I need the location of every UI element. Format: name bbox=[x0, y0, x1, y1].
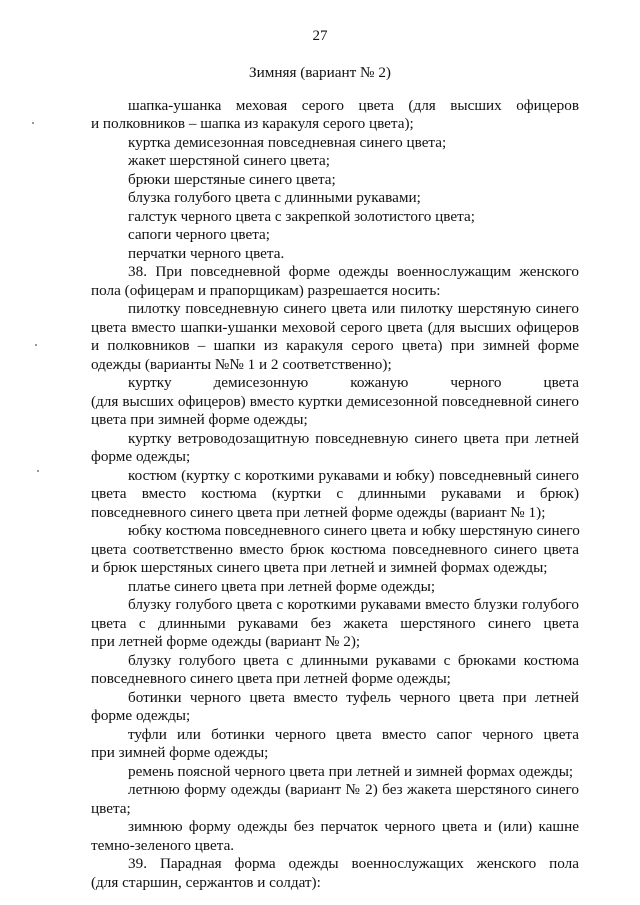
text-line: блузку голубого цвета с длинными рукавами с брюками костюма bbox=[128, 652, 579, 669]
text-line: зимнюю форму одежды без перчаток черного цвета и (или) кашне bbox=[128, 818, 579, 835]
text-line: повседневного синего цвета при летней форме одежды (вариант № 1); bbox=[91, 504, 546, 521]
text-line: цвета при зимней форме одежды; bbox=[91, 411, 308, 428]
text-line: одежды (варианты №№ 1 и 2 соответственно); bbox=[91, 356, 392, 373]
text-line: повседневного синего цвета при летней форме одежды; bbox=[91, 670, 451, 687]
text-line: туфли или ботинки черного цвета вместо сапог черного цвета bbox=[128, 726, 579, 743]
text-line: форме одежды; bbox=[91, 707, 191, 724]
text-line: перчатки черного цвета. bbox=[128, 245, 285, 262]
text-line: блузку голубого цвета с короткими рукавами вместо блузки голубого bbox=[128, 596, 579, 613]
text-line: жакет шерстяной синего цвета; bbox=[128, 152, 330, 169]
text-line: и брюк шерстяных синего цвета при летней и зимней формах одежды; bbox=[91, 559, 548, 576]
page-number: 27 bbox=[312, 28, 328, 44]
margin-speck bbox=[35, 344, 37, 346]
text-line: при летней форме одежды (вариант № 2); bbox=[91, 633, 361, 650]
text-line: темно-зеленого цвета. bbox=[91, 837, 235, 854]
text-line: цвета соответственно вместо брюк костюма повседневного синего цвета bbox=[91, 541, 579, 558]
text-line: костюм (куртку с короткими рукавами и юбку) повседневный синего bbox=[128, 467, 579, 484]
text-line: форме одежды; bbox=[91, 448, 191, 465]
text-line: (для высших офицеров) вместо куртки демисезонной повседневной синего bbox=[91, 393, 579, 410]
text-line: цвета; bbox=[91, 800, 131, 817]
text-line: летнюю форму одежды (вариант № 2) без жакета шерстяного синего bbox=[128, 781, 579, 798]
text-line: и полковников – шапка из каракуля серого цвета); bbox=[91, 115, 414, 132]
text-line: пола (офицерам и прапорщикам) разрешается носить: bbox=[91, 282, 441, 299]
text-line: цвета вместо костюма (куртки с длинными рукавами и брюк) bbox=[91, 485, 579, 502]
text-line: ботинки черного цвета вместо туфель черного цвета при летней bbox=[128, 689, 579, 706]
text-line: (для старшин, сержантов и солдат): bbox=[91, 874, 321, 891]
text-line: галстук черного цвета с закрепкой золотистого цвета; bbox=[128, 208, 475, 225]
text-line: шапка-ушанка меховая серого цвета (для высших офицеров bbox=[128, 97, 579, 114]
text-line: брюки шерстяные синего цвета; bbox=[128, 171, 336, 188]
margin-speck bbox=[37, 470, 39, 472]
text-line: куртку ветроводозащитную повседневную синего цвета при летней bbox=[128, 430, 579, 447]
text-line: сапоги черного цвета; bbox=[128, 226, 271, 243]
text-line: платье синего цвета при летней форме одежды; bbox=[128, 578, 436, 595]
text-line: при зимней форме одежды; bbox=[91, 744, 269, 761]
text-line: и полковников – шапки из каракуля серого цвета) при зимней форме bbox=[91, 337, 579, 354]
text-line: цвета вместо шапки-ушанки меховой серого цвета (для высших офицеров bbox=[91, 319, 579, 336]
text-line: пилотку повседневную синего цвета или пилотку шерстяную синего bbox=[128, 300, 579, 317]
text-line: 39. Парадная форма одежды военнослужащих женского пола bbox=[128, 855, 579, 872]
text-line: куртка демисезонная повседневная синего цвета; bbox=[128, 134, 447, 151]
margin-speck bbox=[32, 122, 34, 124]
text-line: куртку демисезонную кожаную черного цвета bbox=[128, 374, 579, 391]
text-line: юбку костюма повседневного синего цвета и юбку шерстяную синего bbox=[128, 522, 580, 539]
text-line: 38. При повседневной форме одежды военнослужащим женского bbox=[128, 263, 579, 280]
text-line: цвета с длинными рукавами без жакета шерстяного синего цвета bbox=[91, 615, 579, 632]
section-title: Зимняя (вариант № 2) bbox=[249, 64, 391, 81]
text-line: ремень поясной черного цвета при летней и зимней формах одежды; bbox=[128, 763, 574, 780]
text-line: блузка голубого цвета с длинными рукавами; bbox=[128, 189, 421, 206]
